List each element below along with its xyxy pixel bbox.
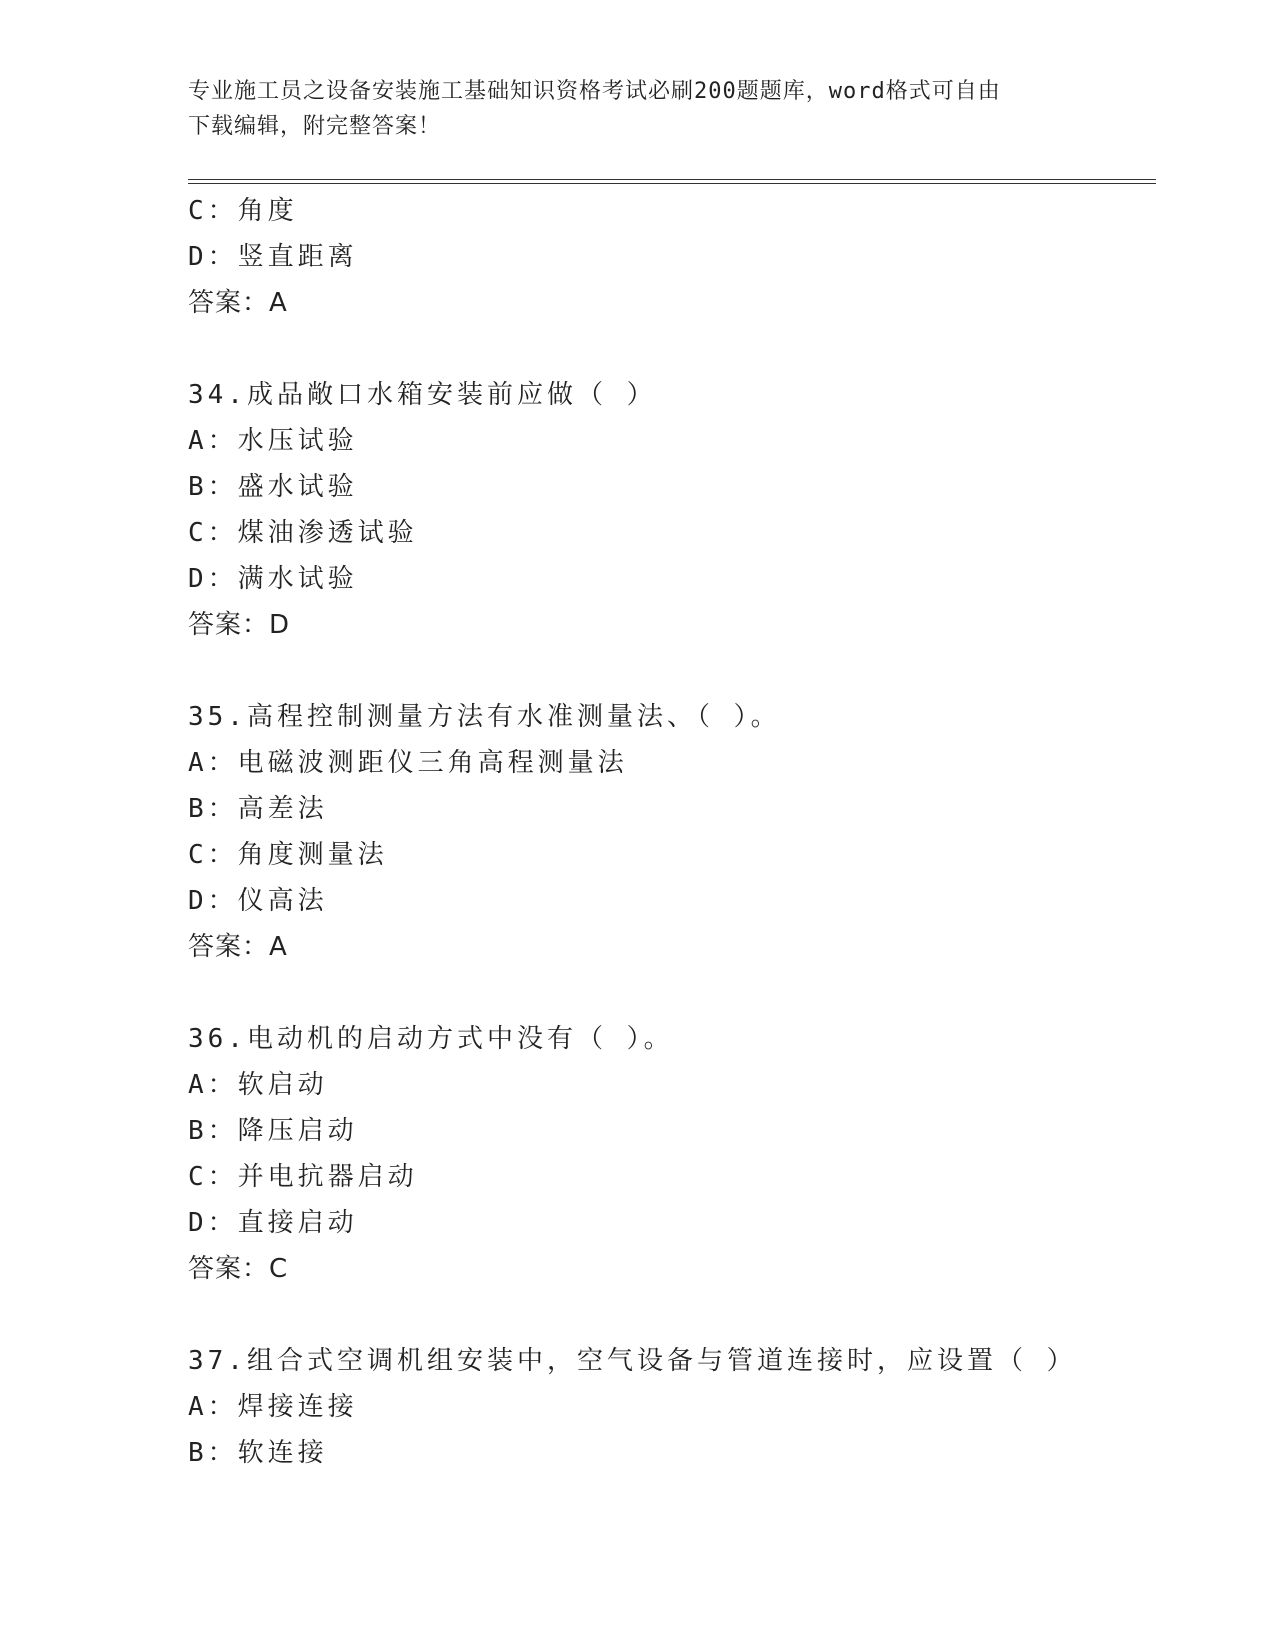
spacer: [188, 970, 1148, 1016]
question-stem: 36.电动机的启动方式中没有（ ）。: [188, 1024, 674, 1054]
answer-line: 答案：C: [188, 1254, 289, 1284]
question-36: [188, 1016, 1148, 1292]
question-35: [188, 694, 1148, 970]
option-b: B：盛水试验: [188, 472, 358, 502]
option-c: C：并电抗器启动: [188, 1162, 418, 1192]
answer-line: 答案：A: [188, 932, 288, 962]
header-divider-top: [188, 179, 1156, 180]
question-stem: 35.高程控制测量方法有水准测量法、（ ）。: [188, 702, 781, 732]
option-d: D：仪高法: [188, 886, 328, 916]
option-a: A：水压试验: [188, 426, 358, 456]
option-c: C：角度: [188, 196, 298, 226]
question-37: [188, 1338, 1148, 1476]
option-a: A：焊接连接: [188, 1392, 358, 1422]
question-stem: 37.组合式空调机组安装中，空气设备与管道连接时，应设置（ ）: [188, 1346, 1077, 1376]
header-title-line-2: 下载编辑，附完整答案！: [188, 114, 442, 139]
question-list: [188, 188, 1148, 1476]
question-33-continued: [188, 188, 1148, 326]
spacer: [188, 326, 1148, 372]
option-b: B：软连接: [188, 1438, 328, 1468]
option-a: A：软启动: [188, 1070, 328, 1100]
question-34: [188, 372, 1148, 648]
option-d: D：满水试验: [188, 564, 358, 594]
option-a: A：电磁波测距仪三角高程测量法: [188, 748, 628, 778]
option-c: C：角度测量法: [188, 840, 388, 870]
header-divider-bottom: [188, 183, 1156, 184]
option-c: C：煤油渗透试验: [188, 518, 418, 548]
document-header: [188, 74, 1068, 144]
header-title-line-1: 专业施工员之设备安装施工基础知识资格考试必刷200题题库，word格式可自由: [188, 79, 1001, 104]
answer-line: 答案：D: [188, 610, 291, 640]
option-d: D：竖直距离: [188, 242, 358, 272]
option-b: B：降压启动: [188, 1116, 358, 1146]
option-d: D：直接启动: [188, 1208, 358, 1238]
spacer: [188, 648, 1148, 694]
option-b: B：高差法: [188, 794, 328, 824]
answer-line: 答案：A: [188, 288, 288, 318]
spacer: [188, 1292, 1148, 1338]
question-stem: 34.成品敞口水箱安装前应做（ ）: [188, 380, 657, 410]
